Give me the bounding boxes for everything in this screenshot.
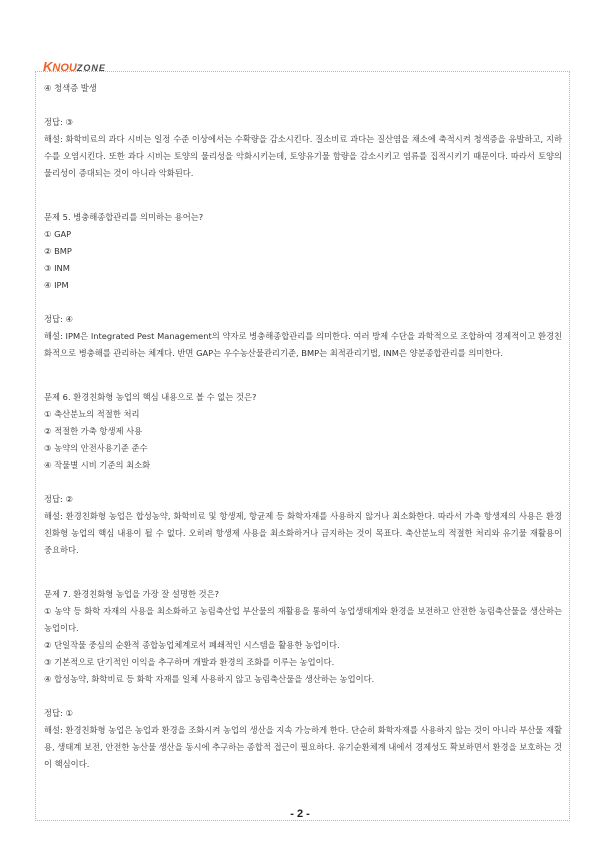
q4-option-4: ④ 청색증 발생 bbox=[44, 83, 97, 93]
q7-answer: 정답: ① bbox=[44, 708, 73, 718]
q5-question: 문제 5. 병충해종합관리를 의미하는 용어는? bbox=[44, 212, 204, 222]
q7-option-2: ② 단일작물 중심의 순환적 종합농업체계로서 폐쇄적인 시스템을 활용한 농업이다. bbox=[44, 640, 340, 650]
logo-nou: NOU bbox=[52, 62, 77, 74]
q5-explanation: 해설: IPM은 Integrated Pest Management의 약자로 병충해종합관리를 의미한다. 여러 방제 수단을 과학적으로 조합하여 경제적이고 환경친화적으로 병충해를 관리하는 체계다. 반면 GAP는 우수농산물관리기준, BMP는 최적관리기법, INM은 양분종합관리를 의미한다. bbox=[44, 331, 562, 358]
page-number: - 2 - bbox=[290, 808, 310, 820]
q6-option-2: ② 적절한 가축 항생제 사용 bbox=[44, 426, 143, 436]
q6-answer: 정답: ② bbox=[44, 494, 73, 504]
q7-question: 문제 7. 환경친화형 농업을 가장 잘 설명한 것은? bbox=[44, 589, 220, 599]
q6-option-3: ③ 농약의 안전사용기준 준수 bbox=[44, 443, 148, 453]
q7-option-4: ④ 합성농약, 화학비료 등 화학 자재를 일체 사용하지 않고 농림축산물을 생산하는 농업이다. bbox=[44, 674, 375, 684]
q6-question: 문제 6. 환경친화형 농업의 핵심 내용으로 볼 수 없는 것은? bbox=[44, 392, 257, 402]
q4-answer: 정답: ③ bbox=[44, 117, 73, 127]
document-body bbox=[44, 80, 562, 773]
logo-k: K bbox=[43, 59, 53, 74]
q5-option-2: ② BMP bbox=[44, 246, 72, 256]
q6-option-1: ① 축산분뇨의 적절한 처리 bbox=[44, 409, 140, 419]
logo-zone: ZONE bbox=[76, 63, 106, 73]
q7-explanation: 해설: 환경친화형 농업은 농업과 환경을 조화시켜 농업의 생산을 지속 가능하게 한다. 단순히 화학자재를 사용하지 않는 것이 아니라 부산물 재활용, 생태계 보전, 안전한 농산물 생산을 동시에 추구하는 종합적 접근이 필요하다. 유기순환체계 내에서 경제성도 확보하면서 환경을 보호하는 것이 핵심이다. bbox=[44, 725, 562, 769]
q5-option-4: ④ IPM bbox=[44, 280, 69, 290]
q6-explanation: 해설: 환경친화형 농업은 합성농약, 화학비료 및 항생제, 항균제 등 화학자재를 사용하지 않거나 최소화한다. 따라서 가축 항생제의 사용은 환경친화형 농업의 핵심 내용이 될 수 없다. 오히려 항생제 사용을 최소화하거나 금지하는 것이 목표다. 축산분뇨의 적절한 처리와 유기물 재활용이 중요하다. bbox=[44, 511, 562, 555]
q7-option-1: ① 농약 등 화학 자재의 사용을 최소화하고 농림축산업 부산물의 재활용을 통하여 농업생태계와 환경을 보전하고 안전한 농림축산물을 생산하는 농업이다. bbox=[44, 606, 562, 633]
q6-option-4: ④ 작물별 시비 기준의 최소화 bbox=[44, 460, 151, 470]
q4-explanation: 해설: 화학비료의 과다 시비는 일정 수준 이상에서는 수확량을 감소시킨다. 질소비료 과다는 질산염을 채소에 축적시켜 청색증을 유발하고, 지하수를 오염시킨다. 또한 과다 시비는 토양의 물리성을 악화시키는데, 토양유기물 함량을 감소시키고 염류를 집적시키기 때문이다. 따라서 토양의 물리성이 증대되는 것이 아니라 악화된다. bbox=[44, 134, 562, 178]
q5-answer: 정답: ④ bbox=[44, 314, 73, 324]
q7-option-3: ③ 기본적으로 단기적인 이익을 추구하며 개발과 환경의 조화를 이루는 농업이다. bbox=[44, 657, 335, 667]
q5-option-3: ③ INM bbox=[44, 263, 70, 273]
q5-option-1: ① GAP bbox=[44, 229, 72, 239]
